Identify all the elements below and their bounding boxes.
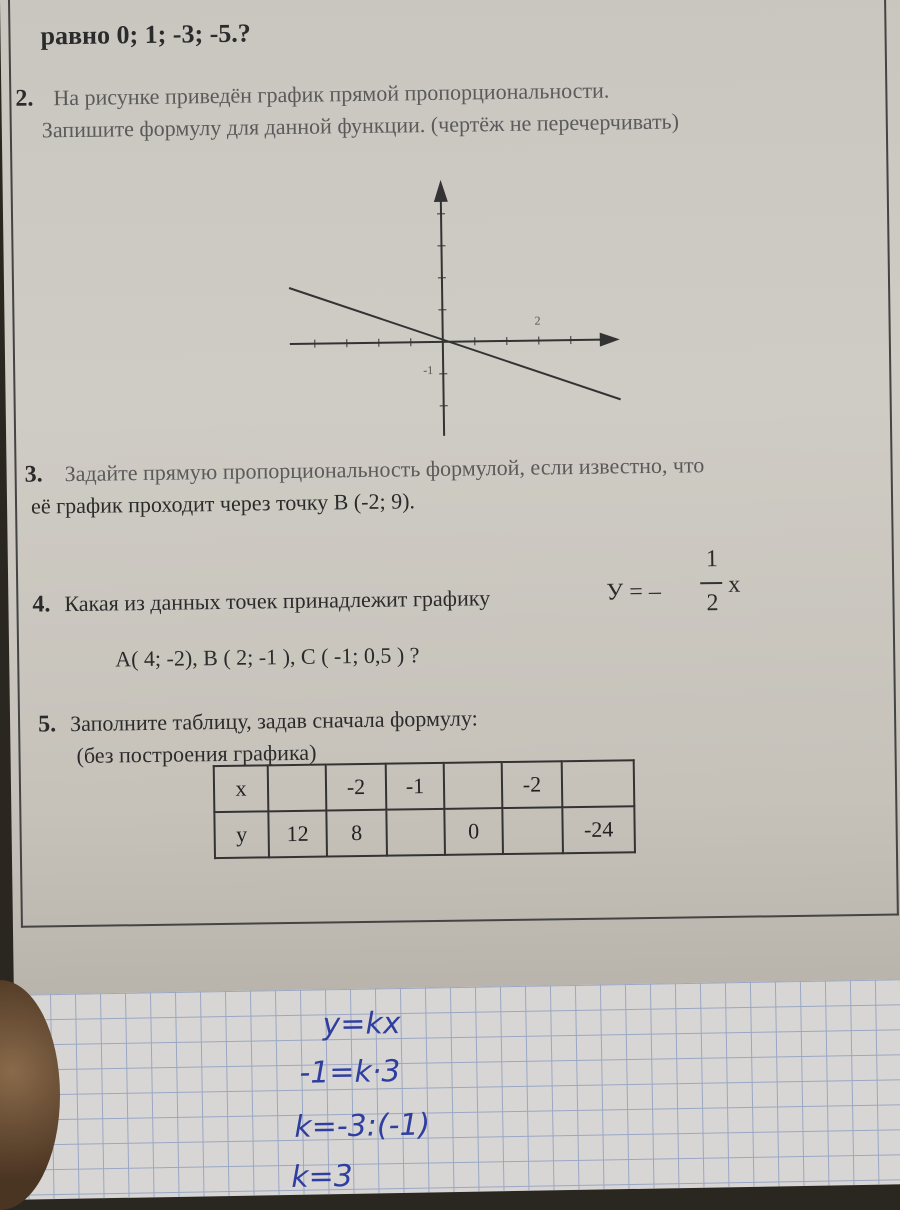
- table-cell: [386, 809, 445, 856]
- table-cell: 0: [444, 808, 503, 855]
- proportionality-graph: [272, 171, 636, 446]
- table-header-y: у: [214, 811, 269, 858]
- y-axis-arrow: [434, 180, 448, 202]
- table-row-y: [214, 806, 635, 858]
- table-cell: 8: [326, 810, 387, 857]
- fraction-bar: [700, 582, 722, 584]
- y-axis: [441, 192, 444, 436]
- values-table: [213, 759, 636, 859]
- task4-number: 4.: [32, 591, 50, 618]
- table-header-x: х: [214, 765, 269, 812]
- x-axis-arrow: [600, 332, 620, 346]
- table-cell: -1: [386, 763, 445, 810]
- table-cell: [268, 765, 327, 812]
- task4-points: А( 4; -2), В ( 2; -1 ), С ( -1; 0,5 ) ?: [115, 642, 420, 672]
- formula-right: х: [728, 572, 740, 599]
- table-row-x: [214, 760, 635, 812]
- task3-line1: Задайте прямую пропорциональность формулой, если известно, что: [64, 452, 704, 487]
- notebook-sheet: [0, 979, 900, 1200]
- table-cell: [502, 807, 563, 854]
- table-cell: -2: [326, 764, 387, 811]
- formula-left: У = –: [606, 579, 661, 607]
- handwritten-line1: y=kx: [322, 1006, 401, 1042]
- task2-line1: На рисунке приведён график прямой пропорциональности.: [53, 78, 609, 112]
- task3-line2: её график проходит через точку В (-2; 9).: [31, 488, 415, 519]
- table-cell: 12: [268, 811, 327, 858]
- fraction-numerator: 1: [706, 546, 718, 573]
- task2-number: 2.: [15, 86, 33, 113]
- task5-number: 5.: [38, 711, 56, 738]
- tick-label-minus1: -1: [423, 363, 433, 377]
- table-cell: [444, 762, 503, 809]
- handwritten-line3: k=-3:(-1): [294, 1108, 430, 1145]
- handwritten-line2: -1=k·3: [299, 1054, 401, 1091]
- tick-label-2: 2: [534, 313, 540, 327]
- task3-number: 3.: [24, 461, 42, 488]
- previous-task-tail: равно 0; 1; -3; -5.?: [40, 19, 251, 52]
- table-cell: -2: [502, 761, 563, 808]
- task5-line1: Заполните таблицу, задав сначала формулу:: [70, 705, 478, 737]
- handwritten-line4: k=3: [291, 1159, 353, 1195]
- table-cell: [562, 760, 635, 807]
- task5-line2: (без построения графика): [76, 740, 316, 769]
- task2-line2: Запишите формулу для данной функции. (чертёж не перечерчивать): [42, 109, 679, 144]
- table-cell: -24: [562, 806, 635, 853]
- fraction-denominator: 2: [706, 590, 718, 617]
- task4-line1: Какая из данных точек принадлежит графику: [64, 585, 490, 617]
